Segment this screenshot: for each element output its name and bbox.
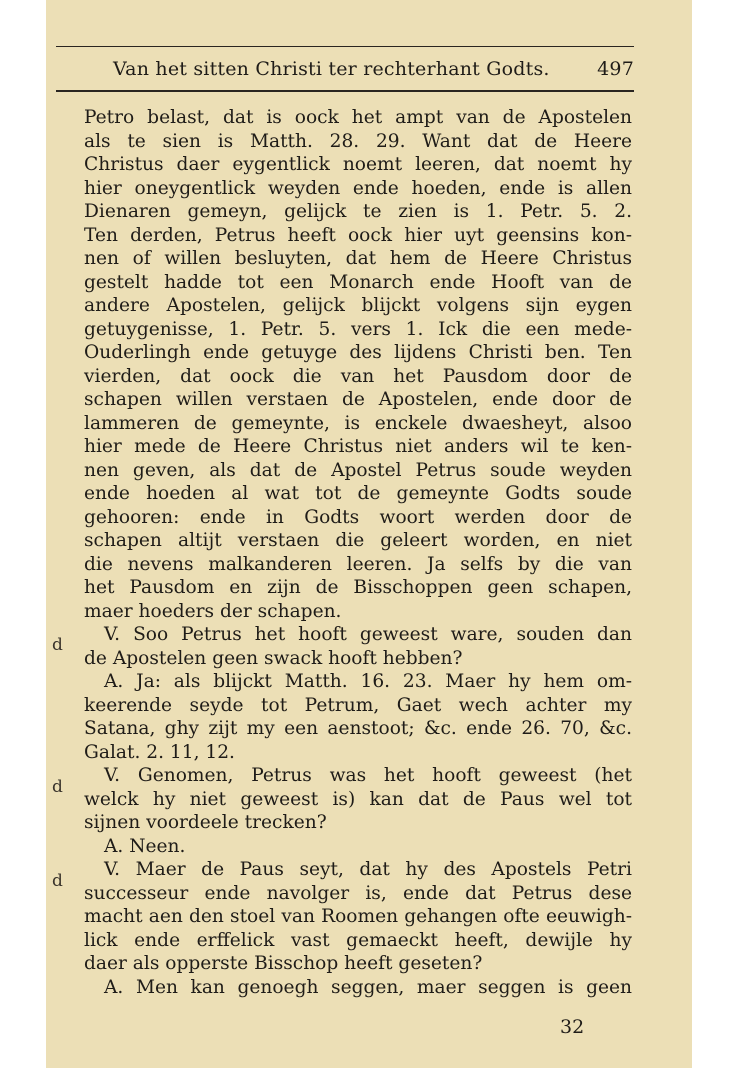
- text-line: Dienaren gemeyn, gelijck te zien is 1. Petr. 5. 2.: [84, 201, 632, 222]
- body-text: [84, 106, 632, 999]
- question-line: V. Maer de Paus seyt, dat hy des Apostels Petri: [104, 859, 632, 880]
- header-rule-bottom: [56, 90, 634, 92]
- question-line: V. Soo Petrus het hooft geweest ware, souden dan: [104, 624, 632, 645]
- text-line: macht aen den stoel van Roomen gehangen ofte eeuwigh-: [84, 906, 632, 927]
- text-line: hier mede de Heere Christus niet anders wil te ken-: [84, 436, 632, 457]
- header-page-number: 497: [597, 58, 634, 80]
- text-line: schapen willen verstaen de Apostelen, ende door de: [84, 389, 632, 410]
- text-line: vierden, dat oock die van het Pausdom door de: [84, 365, 632, 387]
- text-line: getuygenisse, 1. Petr. 5. vers 1. Ick die een mede-: [84, 318, 632, 340]
- text-line: de Apostelen geen swack hooft hebben?: [84, 647, 463, 669]
- text-line: Galat. 2. 11, 12.: [84, 741, 235, 763]
- text-line: hier oneygentlick weyden ende hoeden, ende is allen: [84, 177, 632, 199]
- margin-mark: d: [52, 871, 63, 891]
- text-line: keerende seyde tot Petrum, Gaet wech achter my: [84, 694, 632, 716]
- answer-line: A. Ja: als blijckt Matth. 16. 23. Maer hy hem om-: [104, 671, 632, 692]
- text-line: ende hoeden al wat tot de gemeynte Godts soude: [84, 483, 632, 504]
- text-line: maer hoeders der schapen.: [84, 600, 342, 622]
- text-line: als te sien is Matth. 28. 29. Want dat de Heere: [84, 130, 632, 152]
- text-line: daer als opperste Bisschop heeft geseten?: [84, 953, 483, 974]
- text-line: Ten derden, Petrus heeft oock hier uyt geensins kon-: [84, 224, 632, 246]
- text-line: gestelt hadde tot een Monarch ende Hooft van de: [84, 271, 632, 293]
- text-line: Christus daer eygentlick noemt leeren, dat noemt hy: [84, 154, 632, 175]
- text-line: welck hy niet geweest is) kan dat de Paus wel tot: [84, 788, 632, 810]
- text-line: nen geven, als dat de Apostel Petrus soude weyden: [84, 459, 632, 481]
- text-line: nen of willen besluyten, dat hem de Heere Christus: [84, 248, 632, 269]
- question-line: V. Genomen, Petrus was het hooft geweest (het: [104, 765, 632, 786]
- header-title: Van het sitten Christi ter rechterhant Godts.: [113, 58, 550, 80]
- text-line: Ouderlingh ende getuyge des lijdens Christi ben. Ten: [84, 342, 632, 363]
- text-line: sijnen voordeele trecken?: [84, 812, 327, 833]
- text-line: successeur ende navolger is, ende dat Petrus dese: [84, 882, 632, 904]
- text-line: die nevens malkanderen leeren. Ja selfs by die van: [84, 553, 632, 575]
- header-rule-top: [56, 46, 634, 47]
- signature-mark: 32: [560, 1016, 585, 1038]
- answer-line: A. Men kan genoegh seggen, maer seggen is geen: [104, 976, 632, 998]
- text-line: het Pausdom en zijn de Bisschoppen geen schapen,: [84, 577, 632, 598]
- margin-mark: d: [52, 635, 63, 655]
- text-line: lammeren de gemeynte, is enckele dwaesheyt, alsoo: [84, 412, 632, 434]
- text-line: Petro belast, dat is oock het ampt van de Apostelen: [84, 107, 632, 128]
- answer-line: A. Neen.: [104, 835, 186, 857]
- text-line: Satana, ghy zijt my een aenstoot; &c. ende 26. 70, &c.: [84, 718, 632, 739]
- margin-mark: d: [52, 777, 63, 797]
- text-line: lick ende erffelick vast gemaeckt heeft, dewijle hy: [84, 929, 632, 951]
- text-line: schapen altijt verstaen die geleert worden, en niet: [84, 530, 632, 551]
- running-header: [113, 58, 634, 84]
- text-line: andere Apostelen, gelijck blijckt volgens sijn eygen: [84, 295, 632, 316]
- text-line: gehooren: ende in Godts woort werden door de: [84, 506, 632, 528]
